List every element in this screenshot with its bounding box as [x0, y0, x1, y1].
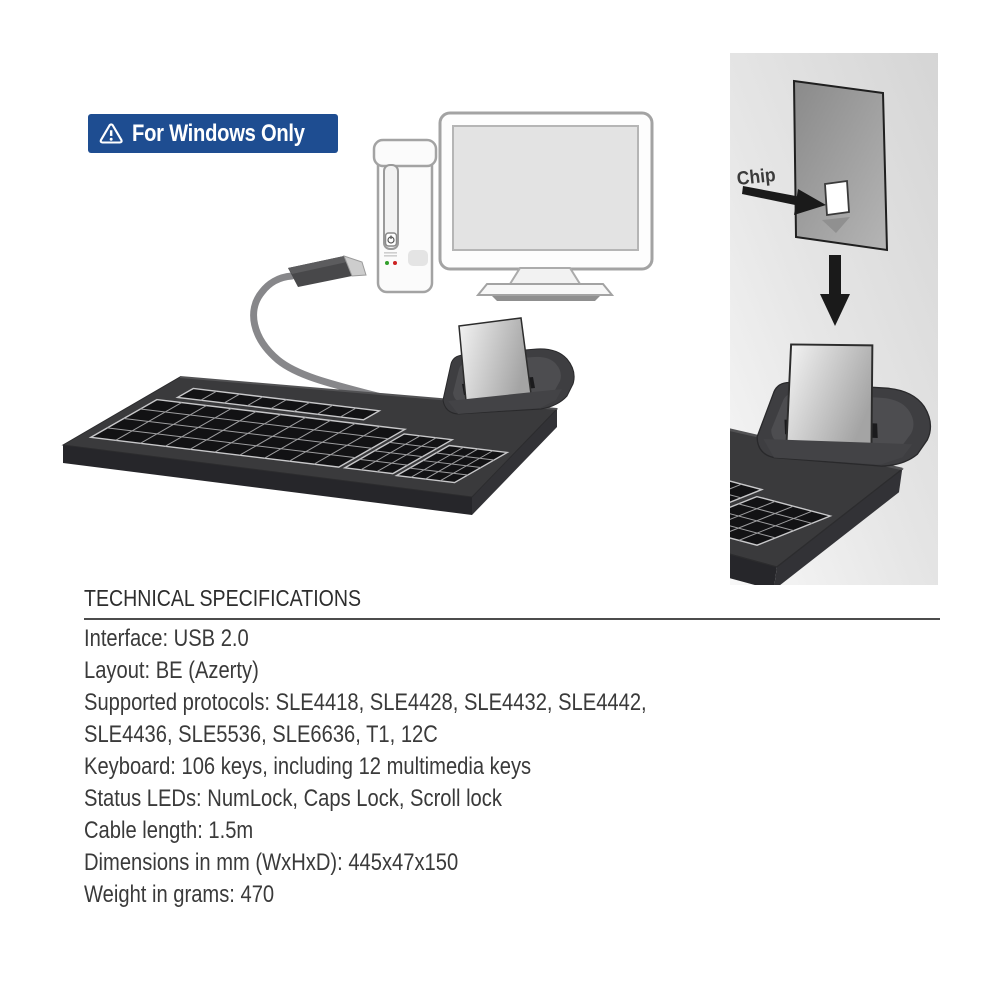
chip-label: Chip: [735, 165, 777, 190]
technical-specifications: [84, 585, 940, 911]
power-button-icon: [386, 233, 397, 246]
led-red: [393, 261, 397, 265]
computer-tower: [374, 140, 436, 292]
specs-divider: [84, 618, 940, 620]
spec-line: Status LEDs: NumLock, Caps Lock, Scroll lock: [84, 785, 502, 812]
spec-line: SLE4436, SLE5536, SLE6636, T1, 12C: [84, 721, 438, 748]
windows-only-banner: [88, 114, 338, 153]
spec-line: Keyboard: 106 keys, including 12 multimedia keys: [84, 753, 532, 780]
usb-connector: [288, 256, 366, 287]
smartcard-keyboard: [63, 318, 574, 515]
spec-line: Layout: BE (Azerty): [84, 657, 259, 684]
usb-cable: [254, 276, 400, 402]
led-green: [385, 261, 389, 265]
spec-line: Interface: USB 2.0: [84, 625, 249, 652]
spec-line: Weight in grams: 470: [84, 881, 275, 908]
specs-title: TECHNICAL SPECIFICATIONS: [84, 585, 361, 611]
monitor: [440, 113, 652, 301]
banner-label: For Windows Only: [132, 119, 306, 147]
specs-list: [84, 623, 940, 911]
spec-line: Cable length: 1.5m: [84, 817, 254, 844]
chip-card: [459, 318, 531, 401]
chip-contact: [825, 181, 849, 215]
warning-triangle-icon: [99, 120, 123, 147]
spec-line: Dimensions in mm (WxHxD): 445x47x150: [84, 849, 459, 876]
monitor-screen: [453, 126, 638, 250]
spec-line: Supported protocols: SLE4418, SLE4428, SLE4432, SLE4442,: [84, 689, 647, 716]
